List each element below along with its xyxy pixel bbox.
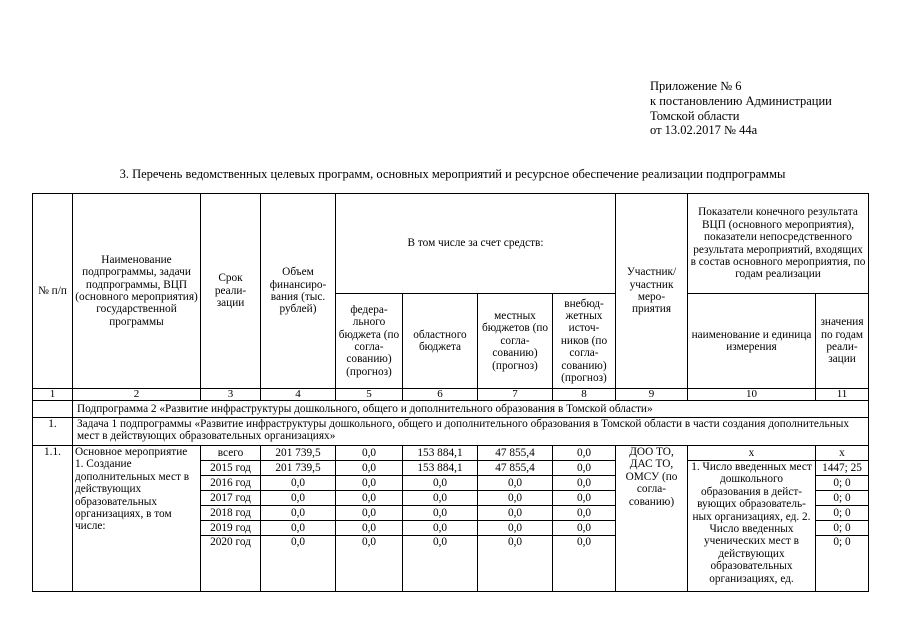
participant-cell: ДОО ТО, ДАС ТО, ОМСУ (по согла- сованию) bbox=[616, 446, 688, 592]
volume-cell: 0,0 bbox=[261, 521, 336, 536]
local-cell: 0,0 bbox=[478, 506, 553, 521]
header-regional: областного бюджета bbox=[403, 294, 478, 389]
volume-cell: 0,0 bbox=[261, 536, 336, 592]
local-cell: 47 855,4 bbox=[478, 461, 553, 476]
appendix-line-1: Приложение № 6 bbox=[650, 79, 742, 93]
value-cell: 0; 0 bbox=[816, 521, 869, 536]
regional-cell: 0,0 bbox=[403, 476, 478, 491]
regional-cell: 0,0 bbox=[403, 536, 478, 592]
subprogram-title: Подпрограмма 2 «Развитие инфраструктуры дошкольного, общего и дополнительного образования в Томской области» bbox=[73, 401, 869, 418]
appendix-line-3: Томской области bbox=[650, 108, 740, 123]
header-ind-name: наименование и единица измерения bbox=[688, 294, 816, 389]
volume-cell: 0,0 bbox=[261, 491, 336, 506]
appendix-line-2: к постановлению Администрации bbox=[650, 93, 832, 108]
federal-cell: 0,0 bbox=[336, 476, 403, 491]
federal-cell: 0,0 bbox=[336, 446, 403, 461]
col-num-10: 10 bbox=[688, 389, 816, 401]
federal-cell: 0,0 bbox=[336, 536, 403, 592]
federal-cell: 0,0 bbox=[336, 506, 403, 521]
regional-cell: 0,0 bbox=[403, 521, 478, 536]
task-row bbox=[33, 418, 869, 446]
col-num-6: 6 bbox=[403, 389, 478, 401]
header-num: № п/п bbox=[33, 194, 73, 389]
activity-row-total bbox=[33, 446, 869, 461]
col-num-3: 3 bbox=[201, 389, 261, 401]
value-cell: 0; 0 bbox=[816, 506, 869, 521]
volume-cell: 0,0 bbox=[261, 476, 336, 491]
activity-name: Основное мероприятие 1. Создание дополнительных мест в действующих образовательных организациях, в том числе: bbox=[73, 446, 201, 592]
header-ind-values: значения по годам реали- зации bbox=[816, 294, 869, 389]
indicator-total-cell: х bbox=[688, 446, 816, 461]
value-cell: х bbox=[816, 446, 869, 461]
col-num-8: 8 bbox=[553, 389, 616, 401]
term-cell: 2020 год bbox=[201, 536, 261, 592]
extra-cell: 0,0 bbox=[553, 536, 616, 592]
extra-cell: 0,0 bbox=[553, 506, 616, 521]
local-cell: 0,0 bbox=[478, 476, 553, 491]
federal-cell: 0,0 bbox=[336, 521, 403, 536]
value-cell: 0; 0 bbox=[816, 476, 869, 491]
federal-cell: 0,0 bbox=[336, 491, 403, 506]
volume-cell: 201 739,5 bbox=[261, 461, 336, 476]
header-federal: федера- льного бюджета (по согла- сованию) (прогноз) bbox=[336, 294, 403, 389]
col-num-9: 9 bbox=[616, 389, 688, 401]
regional-cell: 153 884,1 bbox=[403, 446, 478, 461]
header-local: местных бюджетов (по согла- сованию) (прогноз) bbox=[478, 294, 553, 389]
col-num-2: 2 bbox=[73, 389, 201, 401]
col-num-11: 11 bbox=[816, 389, 869, 401]
term-cell: 2018 год bbox=[201, 506, 261, 521]
task-text: Задача 1 подпрограммы «Развитие инфраструктуры дошкольного, общего и дополнительного образования в Томской области в части создания дополнительных мест в действующих образовательных организациях» bbox=[73, 418, 869, 446]
activity-num: 1.1. bbox=[33, 446, 73, 592]
appendix-block bbox=[650, 79, 832, 138]
local-cell: 0,0 bbox=[478, 491, 553, 506]
header-name: Наименование подпрограммы, задачи подпрограммы, ВЦП (основного мероприятия) государственной программы bbox=[73, 194, 201, 389]
header-incl: В том числе за счет средств: bbox=[336, 194, 616, 294]
col-num-4: 4 bbox=[261, 389, 336, 401]
regional-cell: 0,0 bbox=[403, 506, 478, 521]
term-cell: 2016 год bbox=[201, 476, 261, 491]
term-cell: 2017 год bbox=[201, 491, 261, 506]
value-cell: 1447; 25 bbox=[816, 461, 869, 476]
subprogram-num bbox=[33, 401, 73, 418]
value-cell: 0; 0 bbox=[816, 536, 869, 592]
col-num-5: 5 bbox=[336, 389, 403, 401]
header-participant: Участник/ участник меро- приятия bbox=[616, 194, 688, 389]
local-cell: 0,0 bbox=[478, 521, 553, 536]
federal-cell: 0,0 bbox=[336, 461, 403, 476]
appendix-line-4: от 13.02.2017 № 44а bbox=[650, 123, 758, 138]
extra-cell: 0,0 bbox=[553, 521, 616, 536]
term-cell: 2019 год bbox=[201, 521, 261, 536]
extra-cell: 0,0 bbox=[553, 491, 616, 506]
extra-cell: 0,0 bbox=[553, 461, 616, 476]
subprogram-row bbox=[33, 401, 869, 418]
local-cell: 47 855,4 bbox=[478, 446, 553, 461]
header-term: Срок реали- зации bbox=[201, 194, 261, 389]
term-cell: всего bbox=[201, 446, 261, 461]
col-num-1: 1 bbox=[33, 389, 73, 401]
regional-cell: 153 884,1 bbox=[403, 461, 478, 476]
header-indicators: Показатели конечного результата ВЦП (основного мероприятия), показатели непосредственного результата мероприятий, входящих в состав основного мероприятия, по годам реализации bbox=[688, 194, 869, 294]
extra-cell: 0,0 bbox=[553, 446, 616, 461]
volume-cell: 201 739,5 bbox=[261, 446, 336, 461]
header-row-1 bbox=[33, 194, 869, 294]
volume-cell: 0,0 bbox=[261, 506, 336, 521]
page-title: 3. Перечень ведомственных целевых программ, основных мероприятий и ресурсное обеспечение реализации подпрограммы bbox=[119, 167, 786, 181]
column-number-row bbox=[33, 389, 869, 401]
col-num-7: 7 bbox=[478, 389, 553, 401]
local-cell: 0,0 bbox=[478, 536, 553, 592]
regional-cell: 0,0 bbox=[403, 491, 478, 506]
value-cell: 0; 0 bbox=[816, 491, 869, 506]
term-cell: 2015 год bbox=[201, 461, 261, 476]
task-num: 1. bbox=[33, 418, 73, 446]
header-volume: Объем финансиро- вания (тыс. рублей) bbox=[261, 194, 336, 389]
program-table bbox=[32, 193, 869, 592]
indicator-description: 1. Число введенных мест дошкольного образования в дейст- вующих образователь- ных организациях, ед. 2. Число введенных ученических мест в действующих образовательных организациях, ед. bbox=[688, 461, 816, 592]
extra-cell: 0,0 bbox=[553, 476, 616, 491]
header-extra: внебюд- жетных источ- ников (по согла- сованию) (прогноз) bbox=[553, 294, 616, 389]
